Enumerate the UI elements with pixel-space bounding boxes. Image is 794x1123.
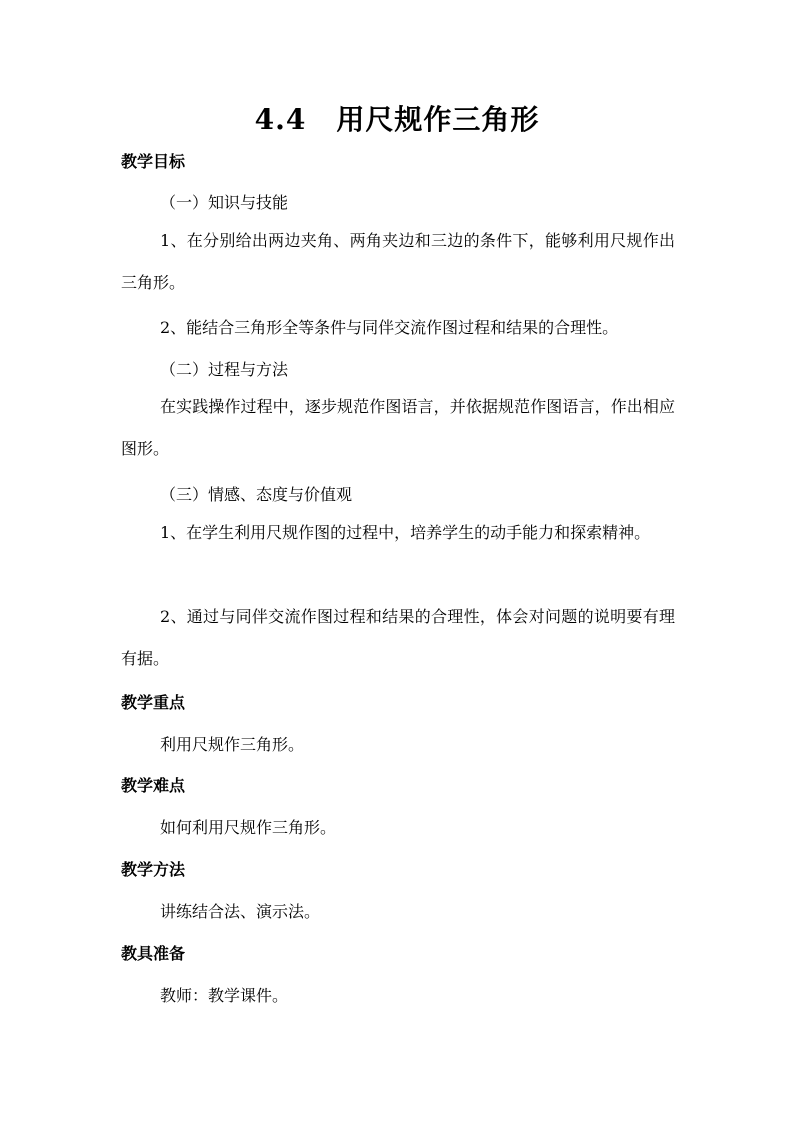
materials-heading: 教具准备: [121, 944, 186, 963]
key-points-text: 利用尺规作三角形。: [160, 735, 305, 754]
page-title: [0, 98, 794, 138]
section-number: 4.4: [254, 103, 307, 136]
methods-text: 讲练结合法、演示法。: [160, 902, 321, 921]
attitude-item-1: 1、在学生利用尺规作图的过程中，培养学生的动手能力和探索精神。: [160, 523, 651, 542]
process-method-heading: （二）过程与方法: [160, 360, 289, 379]
attitude-values-heading: （三）情感、态度与价值观: [160, 485, 353, 504]
objectives-heading: 教学目标: [121, 152, 186, 171]
knowledge-skills-heading: （一）知识与技能: [160, 193, 289, 212]
materials-text: 教师：教学课件。: [160, 986, 289, 1005]
key-points-heading: 教学重点: [121, 693, 186, 712]
difficulties-text: 如何利用尺规作三角形。: [160, 818, 337, 837]
knowledge-item-1: 1、在分别给出两边夹角、两角夹边和三边的条件下，能够利用尺规作出三角形。: [121, 231, 675, 292]
title-text: 用尺规作三角形: [336, 103, 540, 136]
knowledge-item-2: 2、能结合三角形全等条件与同伴交流作图过程和结果的合理性。: [160, 318, 619, 337]
difficulties-heading: 教学难点: [121, 776, 186, 795]
methods-heading: 教学方法: [121, 860, 186, 879]
attitude-item-2: 2、通过与同伴交流作图过程和结果的合理性，体会对问题的说明要有理有据。: [121, 607, 675, 668]
process-method-text: 在实践操作过程中，逐步规范作图语言，并依据规范作图语言，作出相应图形。: [121, 397, 675, 458]
